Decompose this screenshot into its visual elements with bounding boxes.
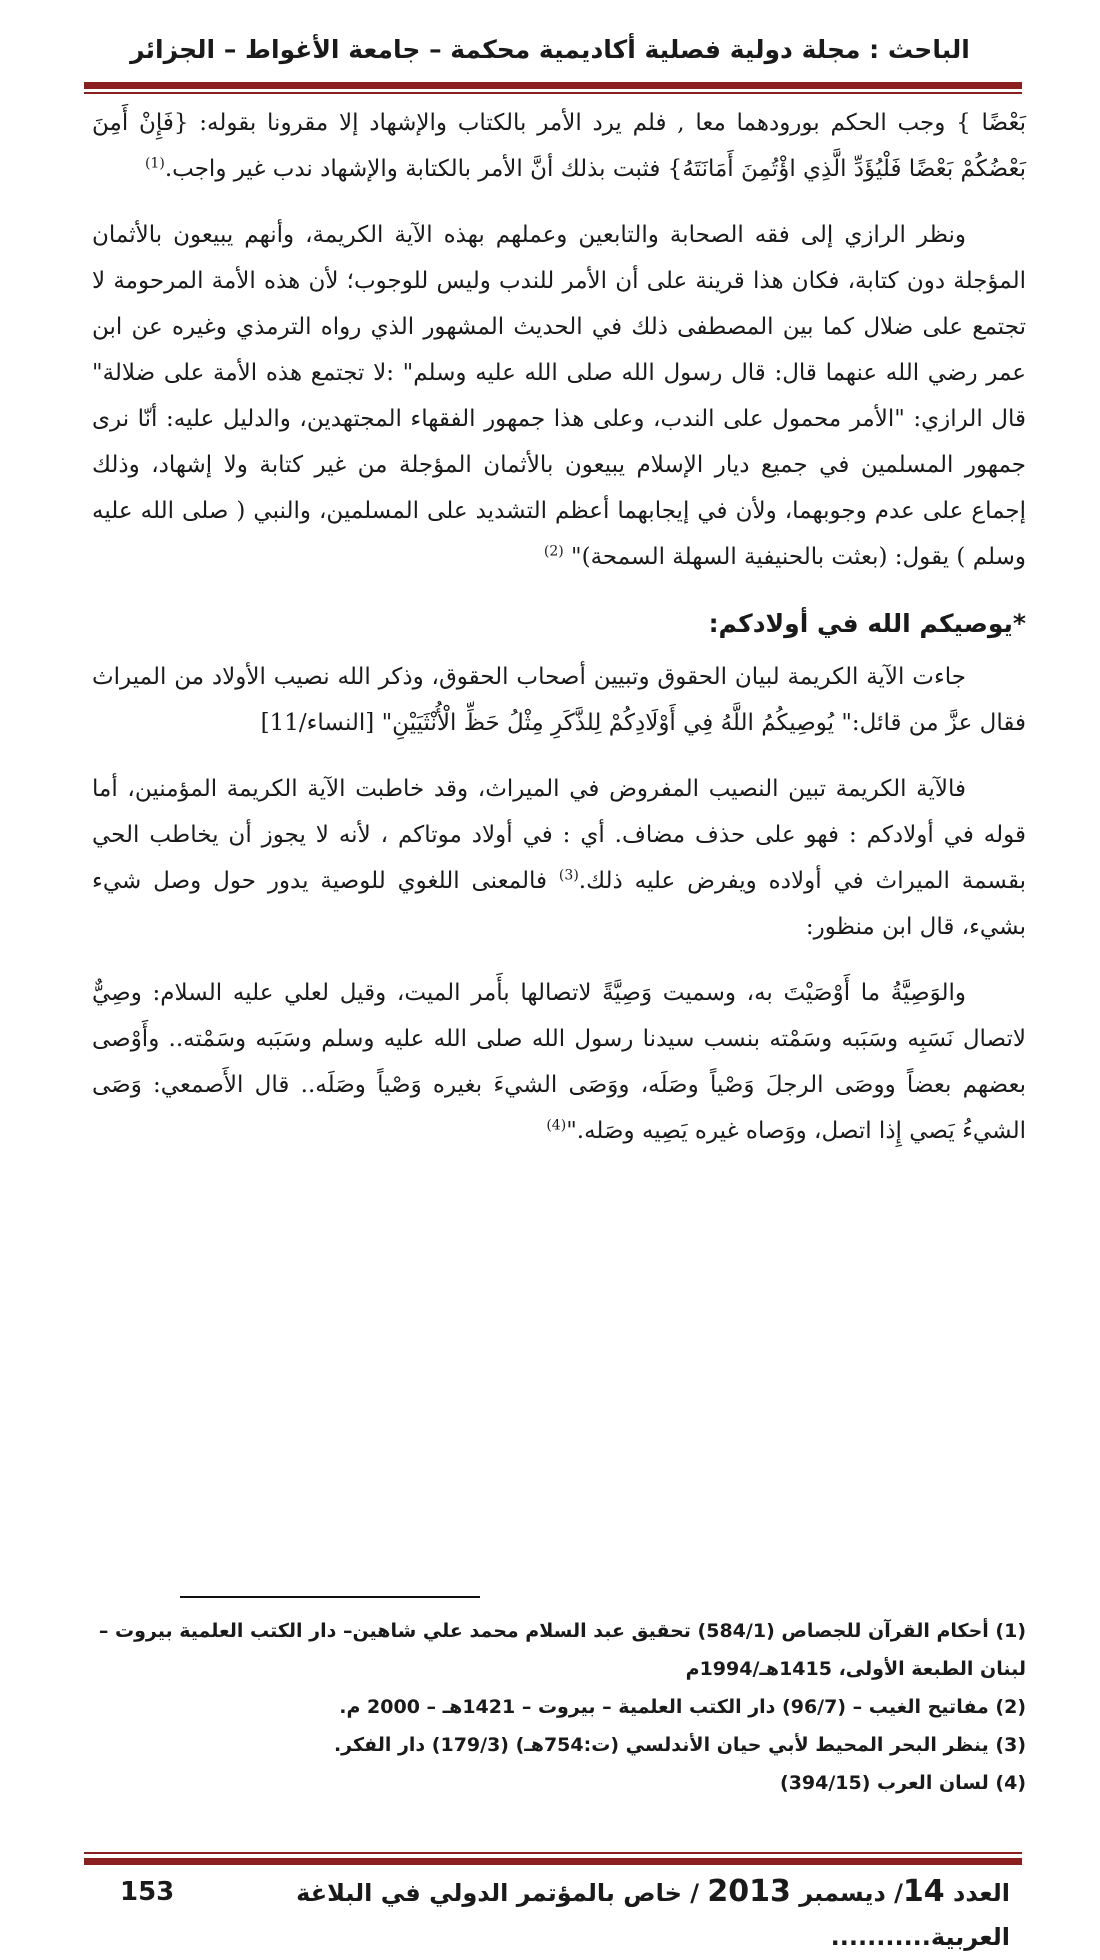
footer-rule: [84, 1858, 1022, 1865]
paragraph-4: فالآية الكريمة تبين النصيب المفروض في الميراث، وقد خاطبت الآية الكريمة المؤمنين، أما قوله في أولادكم : فهو على حذف مضاف. أي : في أولاد موتاكم ، لأنه لا يجوز أن يخاطب الحي بقسمة الميراث في أولاده ويفرض عليه ذلك.$^{(3)}$ فالمعنى اللغوي للوصية يدور حول وصل شيء بشيء، قال ابن منظور:: [92, 776, 1026, 940]
footnotes: [92, 1612, 1026, 1802]
footnote-ref-3: (3): [558, 867, 579, 884]
running-header: الباحث : مجلة دولية فصلية أكاديمية محكمة – جامعة الأغواط – الجزائر: [130, 35, 970, 64]
page-number: 153: [120, 1877, 175, 1907]
running-footer: [120, 1870, 1010, 1951]
issue-number: 14: [902, 1874, 945, 1909]
footnote-1: (1) أحكام القرآن للجصاص (584/1) تحقيق عبد السلام محمد علي شاهين– دار الكتب العلمية بيروت – لبنان الطبعة الأولى، 1415هـ/1994م: [98, 1620, 1026, 1680]
header-rule: [84, 82, 1022, 89]
footnote-2: (2) مفاتيح الغيب – (96/7) دار الكتب العلمية – بيروت – 1421هـ – 2000 م.: [339, 1696, 1026, 1718]
footer-issue-info: العدد 14/ ديسمبر 2013 / خاص بالمؤتمر الدولي في البلاغة العربية...........: [296, 1874, 1010, 1951]
body-text: [92, 100, 1026, 1154]
paragraph-2: ونظر الرازي إلى فقه الصحابة والتابعين وعملهم بهذه الآية الكريمة، وأنهم يبيعون بالأثمان المؤجلة دون كتابة، فكان هذا قرينة على أن الأمر للندب وليس للوجوب؛ لأن هذه الأمة المرحومة لا تجتمع على ضلال كما بين المصطفى ذلك في الحديث المشهور الذي رواه الترمذي وغيره عن ابن عمر رضي الله عنهما قال: قال رسول الله صلى الله عليه وسلم" :لا تجتمع هذه الأمة على ضلالة" قال الرازي: "الأمر محمول على الندب، وعلى هذا جمهور الفقهاء المجتهدين، والدليل عليه: أنّا نرى جمهور المسلمين في جميع ديار الإسلام يبيعون بالأثمان المؤجلة من غير كتابة ولا إشهاد، وذلك إجماع على عدم وجوبهما، ولأن في إيجابهما أعظم التشديد على المسلمين، والنبي ( صلى الله عليه وسلم ) يقول: (بعثت بالحنيفية السهلة السمحة)" $^{(2)}$: [92, 222, 1026, 570]
section-heading: *يوصيكم الله في أولادكم:: [708, 609, 1026, 638]
paragraph-3: جاءت الآية الكريمة لبيان الحقوق وتبيين أصحاب الحقوق، وذكر الله نصيب الأولاد من الميراث فقال عزَّ من قائل:" يُوصِيكُمُ اللَّهُ فِي أَوْلَادِكُمْ لِلذَّكَرِ مِثْلُ حَظِّ الْأُنْثَيَيْنِ" [النساء/11]: [92, 664, 1026, 736]
issue-year: 2013: [707, 1874, 791, 1909]
paragraph-1: بَعْضًا } وجب الحكم بورودهما معا , فلم يرد الأمر بالكتاب والإشهاد إلا مقرونا بقوله: {فَإِنْ أَمِنَ بَعْضُكُمْ بَعْضًا فَلْيُؤَدِّ الَّذِي اؤْتُمِنَ أَمَانَتَهُ} فثبت بذلك أنَّ الأمر بالكتابة والإشهاد ندب غير واجب.$^{(1)}$: [92, 110, 1026, 182]
footnote-ref-1: (1): [144, 155, 165, 172]
paragraph-5: والوَصِيَّةُ ما أَوْصَيْتَ به، وسميت وَصِيَّةً لاتصالها بأَمر الميت، وقيل لعلي عليه السلام: وصِيٌّ لاتصال نَسَبِه وسَبَبه وسَمْته بنسب سيدنا رسول الله صلى الله عليه وسلم وسَبَبه وسَمْته.. وأَوْصى بعضهم بعضاً ووصَى الرجلَ وَصْياً وصَلَه، ووَصَى الشيءَ بغيره وَصْياً وصَلَه.. قال الأَصمعي: وَصَى الشيءُ يَصي إِذا اتصل، ووَصاه غيره يَصِيه وصَله."$^{(4)}$: [92, 980, 1026, 1144]
footnote-4: (4) لسان العرب (394/15): [780, 1772, 1026, 1794]
footnote-ref-4: (4): [546, 1117, 567, 1134]
header-rule-thin: [84, 92, 1022, 94]
footer-rule-thin: [84, 1852, 1022, 1854]
footnote-3: (3) ينظر البحر المحيط لأبي حيان الأندلسي (ت:754هـ) (179/3) دار الفكر.: [333, 1734, 1026, 1756]
footnote-separator: [180, 1596, 480, 1598]
footnote-ref-2: (2): [543, 543, 564, 560]
